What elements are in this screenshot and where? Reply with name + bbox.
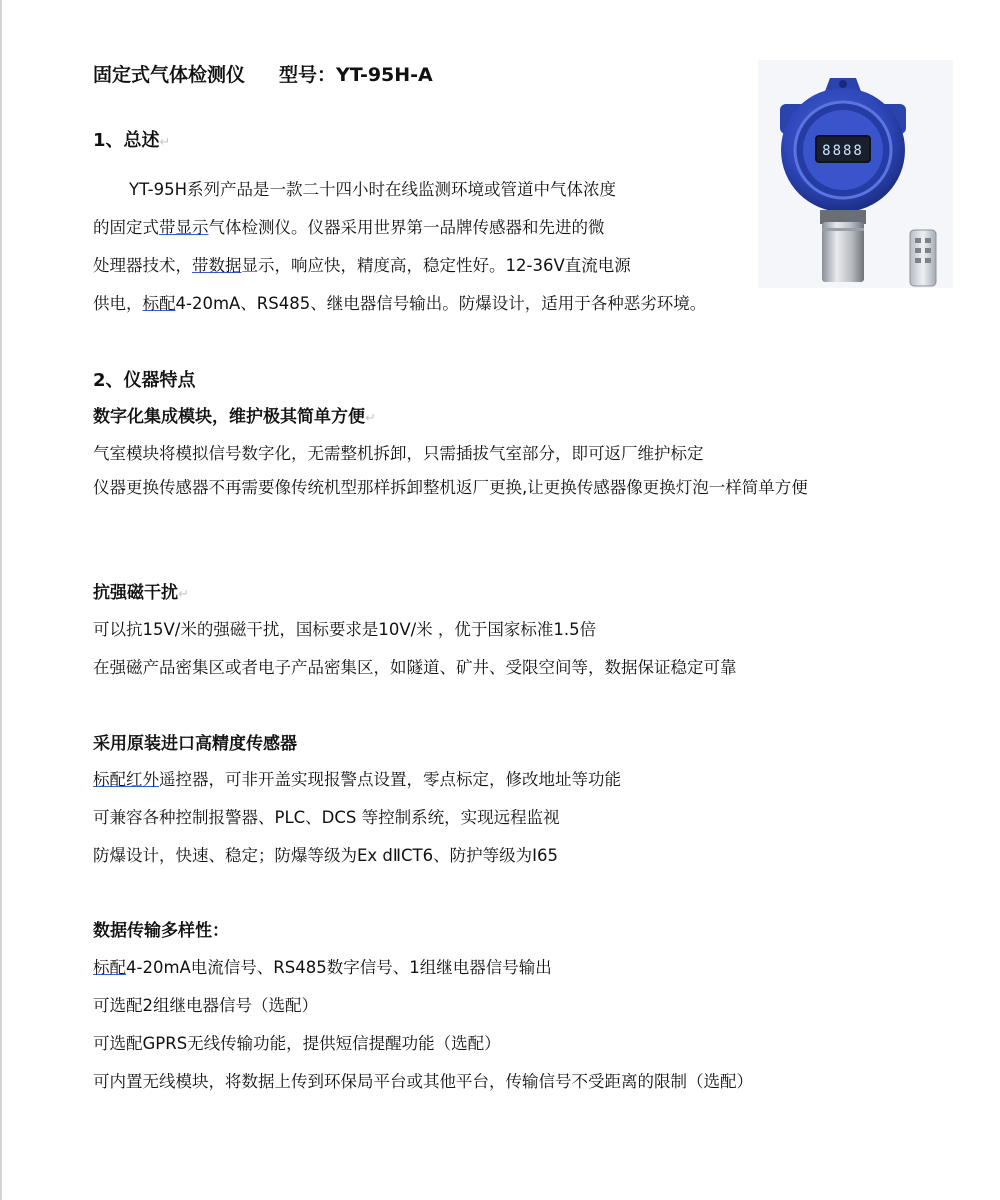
feature-heading-digital-module: 数字化集成模块，维护极其简单方便↵ xyxy=(93,407,376,427)
feature-text: 可兼容各种控制报警器、PLC、DCS 等控制系统，实现远程监视 xyxy=(93,808,560,827)
underlined-term: 带数据 xyxy=(192,256,242,275)
feature-text: 标配4-20mA电流信号、RS485数字信号、1组继电器信号输出 xyxy=(93,958,552,977)
overview-line-4: 供电，标配4-20mA、RS485、继电器信号输出。防爆设计，适用于各种恶劣环境。 xyxy=(93,294,707,313)
overview-line-1: YT-95H系列产品是一款二十四小时在线监测环境或管道中气体浓度 xyxy=(129,180,616,199)
feature-text: 可选配GPRS无线传输功能，提供短信提醒功能（选配） xyxy=(93,1034,501,1053)
feature-text: 仪器更换传感器不再需要像传统机型那样拆卸整机返厂更换,让更换传感器像更换灯泡一样简单方便 xyxy=(93,478,808,497)
product-name: 固定式气体检测仪 xyxy=(93,64,246,86)
feature-text: 气室模块将模拟信号数字化，无需整机拆卸，只需插拔气室部分，即可返厂维护标定 xyxy=(93,444,704,463)
feature-text: 可以抗15V/米的强磁干扰，国标要求是10V/米 ，优于国家标准1.5倍 xyxy=(93,620,597,639)
product-photo xyxy=(758,60,953,288)
underlined-term: 标配红外 xyxy=(93,770,159,789)
section-heading-overview: 1、总述↵ xyxy=(93,130,171,151)
underlined-term: 带显示 xyxy=(159,218,209,237)
feature-text: 防爆设计，快速、稳定；防爆等级为Ex dⅡCT6、防护等级为I65 xyxy=(93,846,558,865)
page-left-border xyxy=(0,0,2,1200)
overview-line-2: 的固定式带显示气体检测仪。仪器采用世界第一品牌传感器和先进的微 xyxy=(93,218,605,237)
sensor-head-icon xyxy=(820,210,866,282)
feature-text: 在强磁产品密集区或者电子产品密集区，如隧道、矿井、受限空间等，数据保证稳定可靠 xyxy=(93,658,737,677)
display-reading: 8888 xyxy=(822,143,864,159)
paragraph-mark-icon: ↵ xyxy=(159,135,171,150)
overview-line-3: 处理器技术，带数据显示，响应快，精度高，稳定性好。12-36V直流电源 xyxy=(93,256,631,275)
feature-heading-anti-magnetic: 抗强磁干扰↵ xyxy=(93,583,189,603)
underlined-term: 标配 xyxy=(142,294,176,313)
model-number: 型号：YT-95H-A xyxy=(279,64,433,86)
feature-text: 可内置无线模块，将数据上传到环保局平台或其他平台，传输信号不受距离的限制（选配） xyxy=(93,1072,753,1091)
paragraph-mark-icon: ↵ xyxy=(178,587,189,602)
underlined-term: 标配 xyxy=(93,958,126,977)
section-heading-features: 2、仪器特点 xyxy=(93,370,196,391)
page-title xyxy=(93,60,433,87)
feature-text: 可选配2组继电器信号（选配） xyxy=(93,996,318,1015)
gas-detector-illustration xyxy=(758,60,953,288)
remote-control-icon xyxy=(910,230,936,286)
feature-heading-data-transmission: 数据传输多样性： xyxy=(93,921,229,941)
feature-heading-sensor: 采用原装进口高精度传感器 xyxy=(93,734,297,754)
feature-text: 标配红外遥控器，可非开盖实现报警点设置，零点标定，修改地址等功能 xyxy=(93,770,621,789)
paragraph-mark-icon: ↵ xyxy=(365,411,376,426)
